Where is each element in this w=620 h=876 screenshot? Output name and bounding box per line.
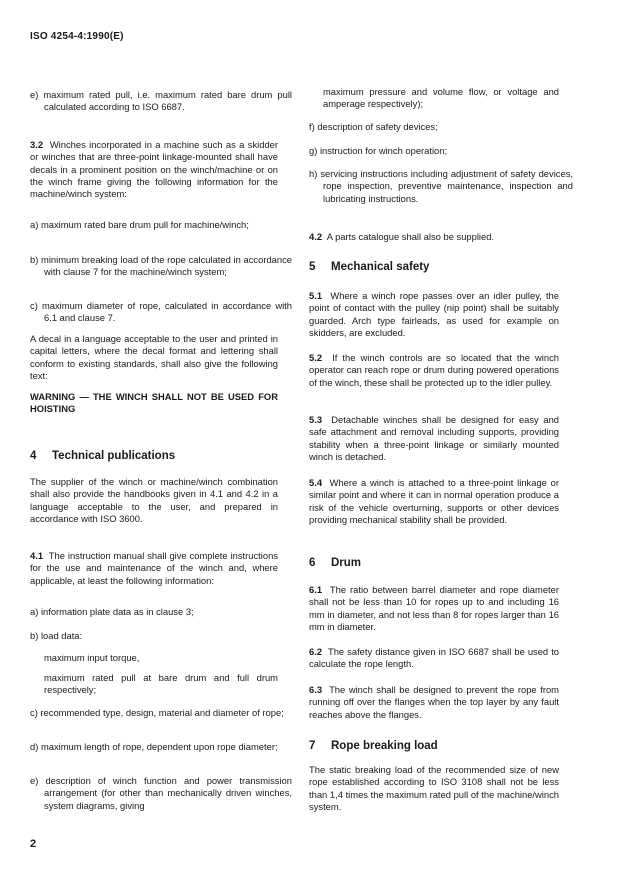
info-item-b-rated-pull: maximum rated pull at bare drum and full drum respectively; <box>44 672 278 696</box>
item-e-rated-pull: e) maximum rated pull, i.e. maximum rated bare drum pull calculated according to ISO 6687. <box>30 89 292 113</box>
page-number: 2 <box>30 838 37 850</box>
section-number: 7 <box>309 740 316 752</box>
document-header: ISO 4254-4:1990(E) <box>30 31 124 42</box>
paragraph-5-1 <box>309 290 559 339</box>
section-4-text: The supplier of the winch or machine/winch combination shall also provide the handbooks given in 4.1 and 4.2 in a language acceptable to the user, and prepared in accordance with ISO 3600. <box>30 476 278 524</box>
clause-number: 6.3 <box>309 684 323 695</box>
paragraph-5-4 <box>309 477 559 526</box>
section-4-heading <box>30 450 175 462</box>
clause-number: 6.2 <box>309 646 323 657</box>
section-title: Technical publications <box>52 450 176 462</box>
decal-text: A decal in a language acceptable to the user and printed in capital letters, where the decal format and lettering shall conform to existing standards, shall also give the following text: <box>30 333 278 381</box>
section-title: Drum <box>331 557 362 569</box>
info-item-c: c) recommended type, design, material and diameter of rope; <box>30 707 284 718</box>
paragraph-text: The instruction manual shall give complete instructions for the use and maintenance of the winch and, where applicable, at least the following information: <box>30 550 278 586</box>
warning-text: WARNING — THE WINCH SHALL NOT BE USED FOR HOISTING <box>30 391 278 415</box>
paragraph-4-1 <box>30 550 278 587</box>
clause-number: 4.2 <box>309 231 323 242</box>
paragraph-text: A parts catalogue shall also be supplied. <box>326 231 495 242</box>
paragraph-text: Winches incorporated in a machine such as a skidder or winches that are three-point linkage-mounted shall have decals in a prominent position on the winch/machine or on the winch frame giving the following information for the machine/winch system: <box>30 139 278 200</box>
paragraph-text: Where a winch is attached to a three-point linkage or similar point and where it can in normal operation produce a risk of the vehicle overturning, supports or other devices providing mechanical stability shall be provided. <box>309 477 560 525</box>
section-number: 5 <box>309 261 316 273</box>
paragraph-4-2 <box>309 231 559 243</box>
paragraph-5-3 <box>309 414 559 463</box>
paragraph-text: The safety distance given in ISO 6687 shall be used to calculate the rope length. <box>309 646 560 670</box>
clause-number: 5.3 <box>309 414 323 425</box>
info-item-a: a) information plate data as in clause 3; <box>30 606 194 617</box>
clause-number: 5.1 <box>309 290 323 301</box>
paragraph-6-3 <box>309 684 559 721</box>
info-item-b: b) load data: <box>30 630 83 641</box>
info-item-h: h) servicing instructions including adjustment of safety devices, rope inspection, preventive maintenance, inspection and lubricating instructions. <box>309 168 573 204</box>
paragraph-text: If the winch controls are so located that the winch operator can reach rope or drum during powered operations of the winch, these shall be protected up to the idler pulley. <box>309 352 559 388</box>
paragraph-6-1 <box>309 584 559 633</box>
info-item-d: d) maximum length of rope, dependent upon rope diameter; <box>30 741 278 752</box>
info-item-f: f) description of safety devices; <box>309 121 438 132</box>
list-item-c: c) maximum diameter of rope, calculated in accordance with 6.1 and clause 7. <box>30 300 292 324</box>
section-7-text: The static breaking load of the recommended size of new rope established according to ISO 3108 shall not be less than 1,4 times the maximum rated pull of the machine/winch system. <box>309 764 559 812</box>
clause-number: 4.1 <box>30 550 44 561</box>
continued-text: maximum pressure and volume flow, or voltage and amperage respectively); <box>323 86 559 110</box>
clause-number: 5.2 <box>309 352 323 363</box>
clause-number: 5.4 <box>309 477 323 488</box>
paragraph-text: The winch shall be designed to prevent the rope from running off over the flanges when the top layer by any fault reaches above the flanges. <box>309 684 559 720</box>
paragraph-text: Detachable winches shall be designed for easy and safe attachment and removal including supports, providing stability when a three-point linkage or similarly mounted winch is detached. <box>309 414 559 462</box>
paragraph-text: The ratio between barrel diameter and rope diameter shall not be less than 10 for ropes up to and including 16 mm in diameter, and not less than 8 for ropes larger than 16 mm in diameter. <box>309 584 559 632</box>
info-item-e: e) description of winch function and power transmission arrangement (for other than mechanically driven winches, system diagrams, giving <box>30 775 292 811</box>
section-title: Rope breaking load <box>331 740 438 752</box>
list-item-b: b) minimum breaking load of the rope calculated in accordance with clause 7 for the machine/winch system; <box>30 254 292 278</box>
paragraph-3-2 <box>30 139 278 200</box>
clause-number: 6.1 <box>309 584 323 595</box>
clause-number: 3.2 <box>30 139 44 150</box>
section-number: 4 <box>30 450 37 462</box>
paragraph-5-2 <box>309 352 559 389</box>
list-item-a: a) maximum rated bare drum pull for machine/winch; <box>30 219 249 230</box>
paragraph-text: Where a winch rope passes over an idler pulley, the point of contact with the pulley (nip point) shall be suitably guarded. Arch type fairleads, as used for example on skidders, are excluded. <box>309 290 559 338</box>
section-5-heading <box>309 261 429 273</box>
section-title: Mechanical safety <box>331 261 430 273</box>
section-number: 6 <box>309 557 316 569</box>
section-6-heading <box>309 557 361 569</box>
info-item-g: g) instruction for winch operation; <box>309 145 448 156</box>
info-item-b-torque: maximum input torque, <box>44 652 140 663</box>
paragraph-6-2 <box>309 646 559 671</box>
section-7-heading <box>309 740 438 752</box>
